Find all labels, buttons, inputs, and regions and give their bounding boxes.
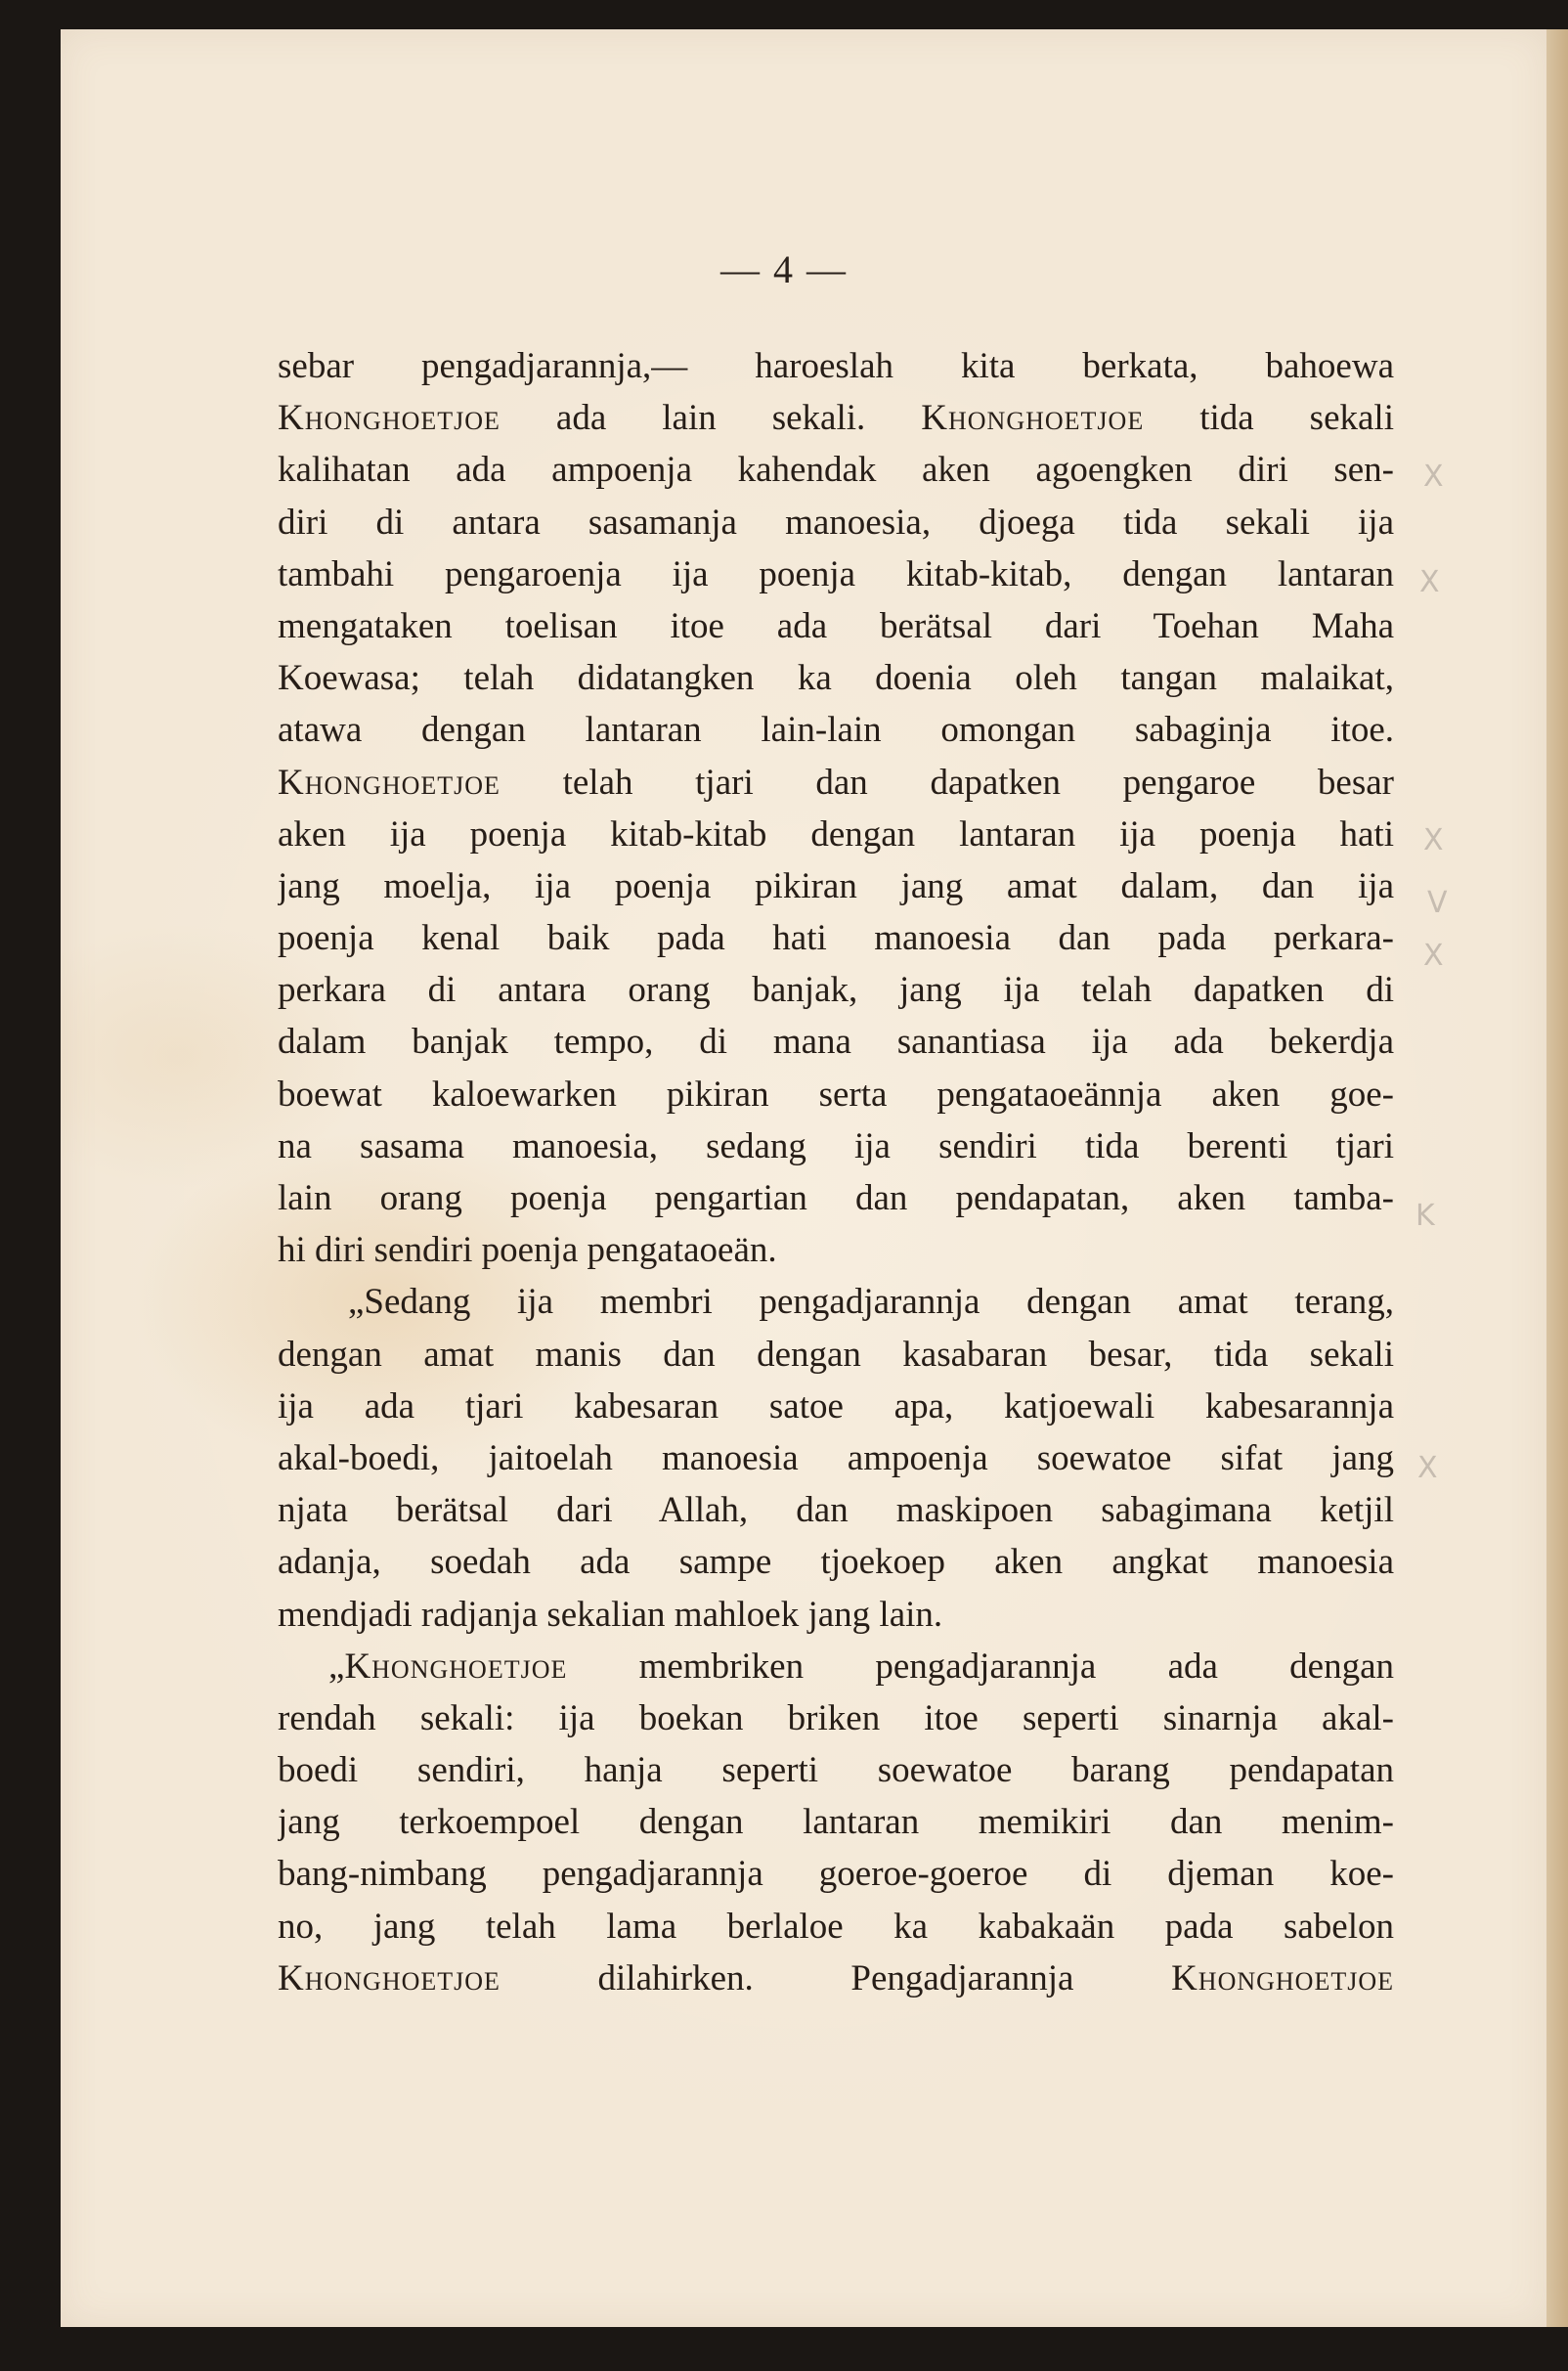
text-line: Khonghoetjoe ada lain sekali. Khonghoetjoe tida sekali bbox=[278, 398, 1394, 439]
text-line: ija ada tjari kabesaran satoe apa, katjoewali kabesarannja bbox=[278, 1385, 1394, 1427]
next-page-edge bbox=[1546, 29, 1568, 2327]
text-line: boewat kaloewarken pikiran serta pengataoeännja aken goe- bbox=[278, 1074, 1394, 1115]
margin-mark: X bbox=[1423, 460, 1444, 494]
margin-mark: X bbox=[1419, 565, 1440, 599]
margin-mark: K bbox=[1416, 1199, 1435, 1233]
text-line: diri di antara sasamanja manoesia, djoega tida sekali ija bbox=[278, 502, 1394, 543]
text-line: „Sedang ija membri pengadjarannja dengan amat terang, bbox=[348, 1282, 1394, 1323]
text-line: lain orang poenja pengartian dan pendapatan, aken tamba- bbox=[278, 1178, 1394, 1218]
name-small-caps: Khonghoetjoe bbox=[1171, 1957, 1394, 1998]
text-line: hi diri sendiri poenja pengataoeän. bbox=[278, 1230, 777, 1271]
text-line: mendjadi radjanja sekalian mahloek jang lain. bbox=[278, 1594, 943, 1635]
text-line: jang moelja, ija poenja pikiran jang amat dalam, dan ija bbox=[278, 865, 1394, 906]
margin-mark: X bbox=[1417, 1451, 1438, 1485]
name-small-caps: Khonghoetjoe bbox=[278, 398, 501, 439]
text-line: akal-boedi, jaitoelah manoesia ampoenja soewatoe sifat jang bbox=[278, 1437, 1394, 1478]
text-line: rendah sekali: ija boekan briken itoe seperti sinarnja akal- bbox=[278, 1697, 1394, 1738]
name-small-caps: Khonghoetjoe bbox=[278, 762, 501, 803]
text-line: njata berätsal dari Allah, dan maskipoen sabagimana ketjil bbox=[278, 1490, 1394, 1531]
text-line: Khonghoetjoe telah tjari dan dapatken pengaroe besar bbox=[278, 762, 1394, 803]
text-line: sebar pengadjarannja,— haroeslah kita berkata, bahoewa bbox=[278, 346, 1394, 386]
text-line: Koewasa; telah didatangken ka doenia oleh tangan malaikat, bbox=[278, 658, 1394, 699]
text-line: aken ija poenja kitab-kitab dengan lantaran ija poenja hati bbox=[278, 813, 1394, 855]
text-line: mengataken toelisan itoe ada berätsal dari Toehan Maha bbox=[278, 605, 1394, 646]
text-line: bang-nimbang pengadjarannja goeroe-goeroe di djeman koe- bbox=[278, 1854, 1394, 1895]
name-small-caps: Khonghoetjoe bbox=[278, 1957, 501, 1998]
margin-mark: X bbox=[1423, 939, 1444, 973]
page-number: — 4 — bbox=[720, 247, 848, 291]
text-line: perkara di antara orang banjak, jang ija telah dapatken di bbox=[278, 970, 1394, 1011]
body-text bbox=[278, 340, 1394, 2004]
text-line: jang terkoempoel dengan lantaran memikiri dan menim- bbox=[278, 1802, 1394, 1843]
text-line: no, jang telah lama berlaloe ka kabakaän pada sabelon bbox=[278, 1906, 1394, 1947]
text-line: „Khonghoetjoe membriken pengadjarannja ada dengan bbox=[328, 1646, 1394, 1687]
text-line: na sasama manoesia, sedang ija sendiri tida berenti tjari bbox=[278, 1125, 1394, 1166]
name-small-caps: Khonghoetjoe bbox=[344, 1646, 568, 1687]
text-line: atawa dengan lantaran lain-lain omongan sabaginja itoe. bbox=[278, 710, 1394, 751]
text-line: Khonghoetjoe dilahirken. Pengadjarannja Khonghoetjoe bbox=[278, 1957, 1394, 1998]
text-line: kalihatan ada ampoenja kahendak aken agoengken diri sen- bbox=[278, 450, 1394, 491]
text-line: adanja, soedah ada sampe tjoekoep aken angkat manoesia bbox=[278, 1542, 1394, 1583]
margin-mark: V bbox=[1427, 886, 1448, 920]
text-line: poenja kenal baik pada hati manoesia dan pada perkara- bbox=[278, 918, 1394, 959]
text-line: dengan amat manis dan dengan kasabaran besar, tida sekali bbox=[278, 1334, 1394, 1375]
text-line: tambahi pengaroenja ija poenja kitab-kitab, dengan lantaran bbox=[278, 553, 1394, 594]
margin-mark: X bbox=[1423, 823, 1444, 857]
text-line: dalam banjak tempo, di mana sanantiasa ija ada bekerdja bbox=[278, 1022, 1394, 1063]
text-line: boedi sendiri, hanja seperti soewatoe barang pendapatan bbox=[278, 1750, 1394, 1791]
name-small-caps: Khonghoetjoe bbox=[921, 398, 1145, 439]
